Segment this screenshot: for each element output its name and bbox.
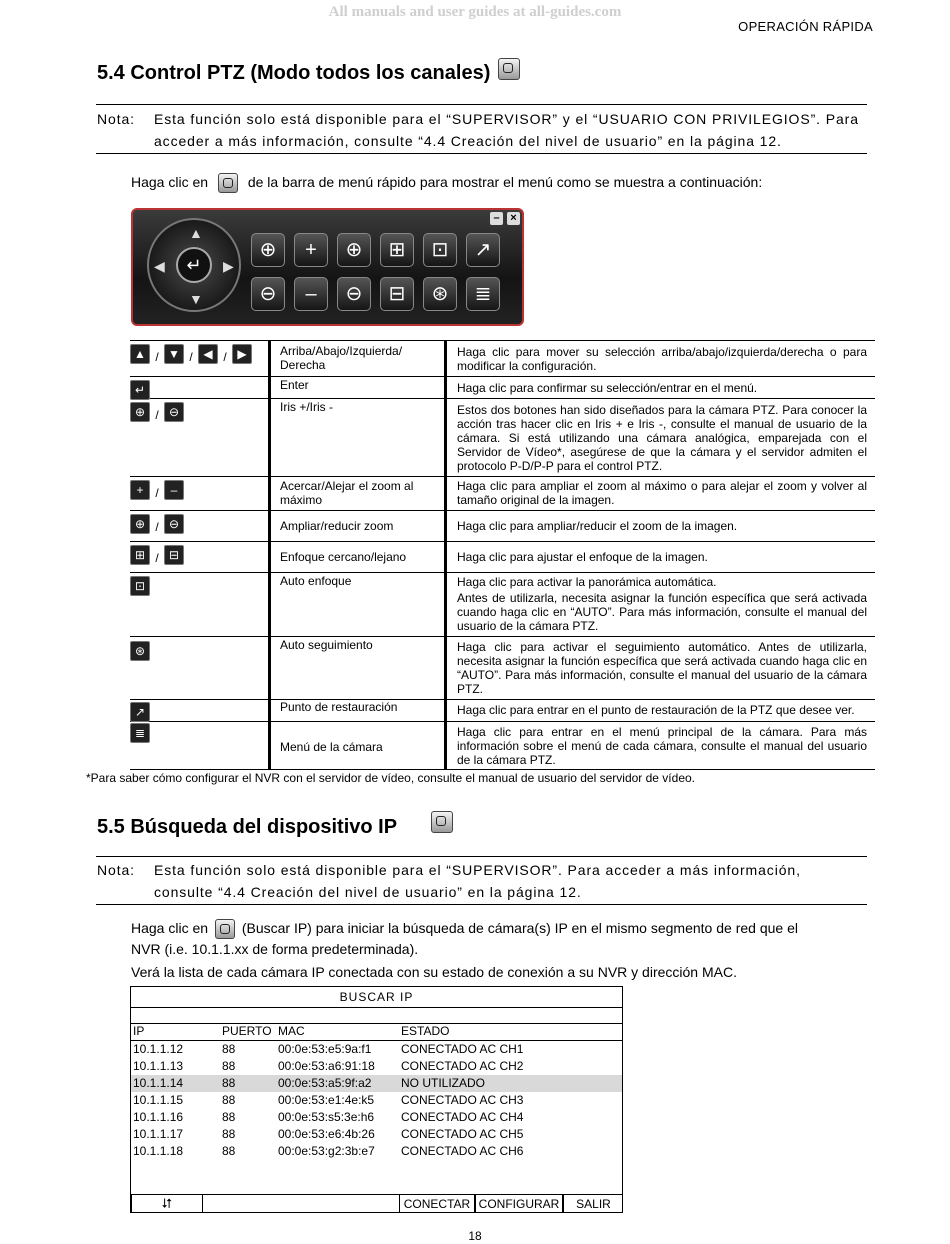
search-ip-icon — [431, 811, 453, 833]
row-icons: ▲ / ▼ / ◀ / ▶ — [130, 344, 268, 364]
function-description: Haga clic para entrar en el menú principal de la cámara. Para más información sobre el menú de cada cámara, consulte el manual del usuario de la cámara PTZ. — [457, 725, 867, 767]
table-row[interactable] — [131, 1058, 622, 1075]
iris-minus-icon[interactable]: ⊖ — [251, 277, 285, 311]
divider — [96, 104, 867, 105]
divider — [96, 856, 867, 857]
p1-text-before: Haga clic en — [131, 920, 209, 936]
cell-port: 88 — [222, 1144, 236, 1158]
camera-menu-icon: ≣ — [130, 723, 150, 743]
cell-port: 88 — [222, 1076, 236, 1090]
focus-far-icon: ⊟ — [164, 545, 184, 565]
function-description: Haga clic para entrar en el punto de restauración de la PTZ que desee ver. — [457, 703, 855, 717]
cell-status: CONECTADO AC CH3 — [401, 1093, 524, 1107]
arrow-down-icon: ▼ — [164, 344, 184, 364]
auto-pan-icon: ⊡ — [130, 576, 150, 596]
cell-port: 88 — [222, 1042, 236, 1056]
focus-far-icon[interactable]: ⊟ — [380, 277, 414, 311]
preset-icon: ↗ — [130, 702, 150, 722]
note-text-line1: Esta función solo está disponible para el “SUPERVISOR”. Para acceder a más información, — [154, 862, 801, 878]
cell-mac: 00:0e:53:e5:9a:f1 — [278, 1042, 372, 1056]
function-description — [457, 575, 867, 633]
function-name: Auto enfoque — [280, 574, 352, 588]
table-row — [130, 573, 875, 637]
preset-icon[interactable]: ↗ — [466, 233, 500, 267]
cell-port: 88 — [222, 1059, 236, 1073]
table-row[interactable] — [131, 1109, 622, 1126]
cell-mac: 00:0e:53:a6:91:18 — [278, 1059, 375, 1073]
function-description: Haga clic para activar el seguimiento automático. Antes de utilizarla, necesita asignar la función específica que será activada cuando haga clic en “AUTO”. Para más información, consulte el manual del usuario de la cámara PTZ. — [457, 640, 867, 696]
zoom-out-icon: ⊖ — [164, 514, 184, 534]
cell-ip: 10.1.1.15 — [133, 1093, 184, 1107]
search-ip-icon — [215, 919, 235, 939]
note-5-5 — [97, 859, 867, 903]
intro-text-before: Haga clic en — [131, 174, 209, 190]
ptz-intro — [131, 172, 762, 193]
zoom-in-icon[interactable]: ⊕ — [337, 233, 371, 267]
function-name: Ampliar/reducir zoom — [280, 519, 394, 533]
cell-status: CONECTADO AC CH5 — [401, 1127, 524, 1141]
footnote: *Para saber cómo configurar el NVR con el servidor de vídeo, consulte el manual de usuario del servidor de vídeo. — [86, 771, 695, 785]
focus-near-icon: ⊞ — [130, 545, 150, 565]
function-description: Haga clic para confirmar su selección/entrar en el menú. — [457, 381, 758, 395]
zoom-out-icon[interactable]: ⊖ — [337, 277, 371, 311]
table-row — [130, 700, 875, 722]
table-row[interactable] — [131, 1041, 622, 1058]
table-row: + / – Acercar/Alejar el zoom al máximo Haga clic para ampliar el zoom al máximo o para alejar el zoom y volver al tamaño original de la imagen. — [130, 477, 875, 511]
direction-pad — [147, 218, 241, 312]
exit-button[interactable]: SALIR — [563, 1195, 623, 1213]
function-name: Acercar/Alejar el zoom al máximo — [280, 479, 414, 507]
cell-ip: 10.1.1.17 — [133, 1127, 184, 1141]
iris-plus-icon: ⊕ — [130, 402, 150, 422]
dialog-footer — [131, 1194, 622, 1214]
running-header: OPERACIÓN RÁPIDA — [738, 19, 873, 34]
ptz-icon — [498, 58, 520, 80]
arrow-right-icon[interactable]: ▶ — [223, 258, 234, 274]
table-row — [130, 377, 875, 399]
note-label: Nota: — [97, 111, 135, 127]
cell-status: CONECTADO AC CH4 — [401, 1110, 524, 1124]
table-row[interactable] — [131, 1092, 622, 1109]
function-name: Iris +/Iris - — [280, 400, 333, 414]
table-row[interactable] — [131, 1126, 622, 1143]
function-name: Arriba/Abajo/Izquierda/ Derecha — [280, 344, 403, 372]
connect-button[interactable]: CONECTAR — [399, 1195, 475, 1213]
ptz-control-panel — [131, 208, 524, 326]
divider — [96, 153, 867, 154]
function-name: Enfoque cercano/lejano — [280, 550, 407, 564]
intro-text-after: de la barra de menú rápido para mostrar el menú como se muestra a continuación: — [247, 174, 763, 190]
p1-text-after: (Buscar IP) para iniciar la búsqueda de cámara(s) IP en el mismo segmento de red que el — [241, 920, 798, 936]
arrow-up-icon[interactable]: ▲ — [189, 225, 203, 241]
cell-ip: 10.1.1.12 — [133, 1042, 184, 1056]
auto-tracking-icon: ⊛ — [130, 641, 150, 661]
cell-mac: 00:0e:53:s5:3e:h6 — [278, 1110, 375, 1124]
cell-status: CONECTADO AC CH2 — [401, 1059, 524, 1073]
arrow-left-icon: ◀ — [198, 344, 218, 364]
enter-icon: ↵ — [130, 380, 150, 400]
iris-plus-icon[interactable]: ⊕ — [251, 233, 285, 267]
function-description: Estos dos botones han sido diseñados para la cámara PTZ. Para conocer la acción tras hacer clic en Iris + e Iris -, consulte el manual de usuario de la cámara. Si está utilizando una cámara analógica, emparejada con el Servidor de Vídeo*, asegúrese de que la cámara y el servidor admiten el protocolo P-D/P-P para el control PTZ. — [457, 403, 867, 473]
table-row — [130, 341, 875, 377]
header-ip: IP — [133, 1024, 145, 1038]
cell-ip: 10.1.1.16 — [133, 1110, 184, 1124]
arrow-down-icon[interactable]: ▼ — [189, 291, 203, 307]
dialog-title: BUSCAR IP — [131, 987, 622, 1008]
ptz-icon — [218, 173, 238, 193]
search-ip-intro — [131, 918, 871, 960]
cell-mac: 00:0e:53:g2:3b:e7 — [278, 1144, 375, 1158]
dialog-spacer — [131, 1007, 622, 1024]
function-description-line: Antes de utilizarla, necesita asignar la función específica que será activada cuando haga clic en “AUTO”. Para más información, consulte el manual del usuario de la cámara PTZ. — [457, 591, 867, 633]
refresh-button[interactable]: ⮃ — [131, 1195, 203, 1213]
note-5-4 — [97, 108, 867, 152]
auto-tracking-icon[interactable]: ⊛ — [423, 277, 457, 311]
note-text-line1: Esta función solo está disponible para el “SUPERVISOR” y el “USUARIO CON PRIVILEGIOS”. Para — [154, 111, 859, 127]
ip-search-dialog — [130, 986, 623, 1213]
table-header — [131, 1023, 622, 1041]
table-row[interactable] — [131, 1143, 622, 1160]
watermark: All manuals and user guides at all-guides.com — [328, 4, 622, 20]
table-row: ⊕ / ⊖ Ampliar/reducir zoom Haga clic para ampliar/reducir el zoom de la imagen. — [130, 511, 875, 542]
page-number: 18 — [468, 1229, 482, 1243]
zoom-original-icon: – — [164, 480, 184, 500]
function-name: Enter — [280, 378, 309, 392]
auto-pan-icon[interactable]: ⊡ — [423, 233, 457, 267]
cell-ip: 10.1.1.14 — [133, 1076, 184, 1090]
p1-text-line2: NVR (i.e. 10.1.1.xx de forma predeterminada). — [131, 941, 419, 958]
function-name: Auto seguimiento — [280, 638, 373, 652]
zoom-in-icon: ⊕ — [130, 514, 150, 534]
cell-port: 88 — [222, 1110, 236, 1124]
header-status: ESTADO — [401, 1024, 450, 1038]
cell-status: CONECTADO AC CH1 — [401, 1042, 524, 1056]
function-name: Menú de la cámara — [280, 740, 383, 754]
zoom-original-icon[interactable]: – — [294, 277, 328, 311]
cell-ip: 10.1.1.18 — [133, 1144, 184, 1158]
cell-status: CONECTADO AC CH6 — [401, 1144, 524, 1158]
function-name: Punto de restauración — [280, 700, 398, 714]
arrow-right-icon: ▶ — [232, 344, 252, 364]
table-row: ⊕ / ⊖ Iris +/Iris - Estos dos botones han sido diseñados para la cámara PTZ. Para conocer la acción tras hacer clic en Iris + e Iris -, consulte el manual de usuario de la cámara. Si está utilizando una cámara analógica, emparejada con el Servidor de Vídeo*, asegúrese de que la cámara y el servidor admiten el protocolo P-D/P-P para el control PTZ. — [130, 399, 875, 477]
enter-icon[interactable]: ↵ — [176, 247, 212, 283]
cell-port: 88 — [222, 1127, 236, 1141]
camera-menu-icon[interactable]: ≣ — [466, 277, 500, 311]
arrow-up-icon: ▲ — [130, 344, 150, 364]
note-label: Nota: — [97, 862, 135, 878]
table-row: ⊞ / ⊟ Enfoque cercano/lejano Haga clic para ajustar el enfoque de la imagen. — [130, 542, 875, 573]
function-description: Haga clic para ampliar/reducir el zoom de la imagen. — [457, 519, 738, 533]
function-description-line: Haga clic para activar la panorámica automática. — [457, 575, 717, 589]
function-description: Haga clic para ampliar el zoom al máximo o para alejar el zoom y volver al tamaño original de la imagen. — [457, 479, 867, 507]
function-description: Haga clic para mover su selección arriba/abajo/izquierda/derecha o para modificar la configuración. — [457, 345, 867, 373]
header-port: PUERTO — [222, 1024, 272, 1038]
cell-ip: 10.1.1.13 — [133, 1059, 184, 1073]
note-text-line2: consulte “4.4 Creación del nivel de usuario” en la página 12. — [154, 884, 582, 900]
table-row — [130, 637, 875, 700]
section-5-4-title: 5.4 Control PTZ (Modo todos los canales) — [97, 62, 491, 84]
cell-port: 88 — [222, 1093, 236, 1107]
header-mac: MAC — [278, 1024, 305, 1038]
minimize-icon[interactable]: – — [490, 212, 503, 225]
note-text-line2: acceder a más información, consulte “4.4 Creación del nivel de usuario” en la página 12. — [154, 133, 782, 149]
ptz-function-table — [130, 340, 875, 770]
configure-button[interactable]: CONFIGURAR — [475, 1195, 563, 1213]
table-row — [130, 722, 875, 769]
zoom-max-icon[interactable]: + — [294, 233, 328, 267]
cell-status: NO UTILIZADO — [401, 1076, 486, 1090]
zoom-max-icon: + — [130, 480, 150, 500]
iris-minus-icon: ⊖ — [164, 402, 184, 422]
focus-near-icon[interactable]: ⊞ — [380, 233, 414, 267]
section-5-5-title: 5.5 Búsqueda del dispositivo IP — [97, 816, 398, 838]
search-ip-description: Verá la lista de cada cámara IP conectada con su estado de conexión a su NVR y dirección MAC. — [131, 964, 737, 980]
close-icon[interactable]: × — [507, 212, 520, 225]
arrow-left-icon[interactable]: ◀ — [154, 258, 165, 274]
cell-mac: 00:0e:53:e1:4e:k5 — [278, 1093, 375, 1107]
cell-mac: 00:0e:53:e6:4b:26 — [278, 1127, 375, 1141]
cell-mac: 00:0e:53:a5:9f:a2 — [278, 1076, 372, 1090]
divider — [96, 904, 867, 905]
function-description: Haga clic para ajustar el enfoque de la imagen. — [457, 550, 708, 564]
table-row[interactable] — [131, 1075, 622, 1092]
